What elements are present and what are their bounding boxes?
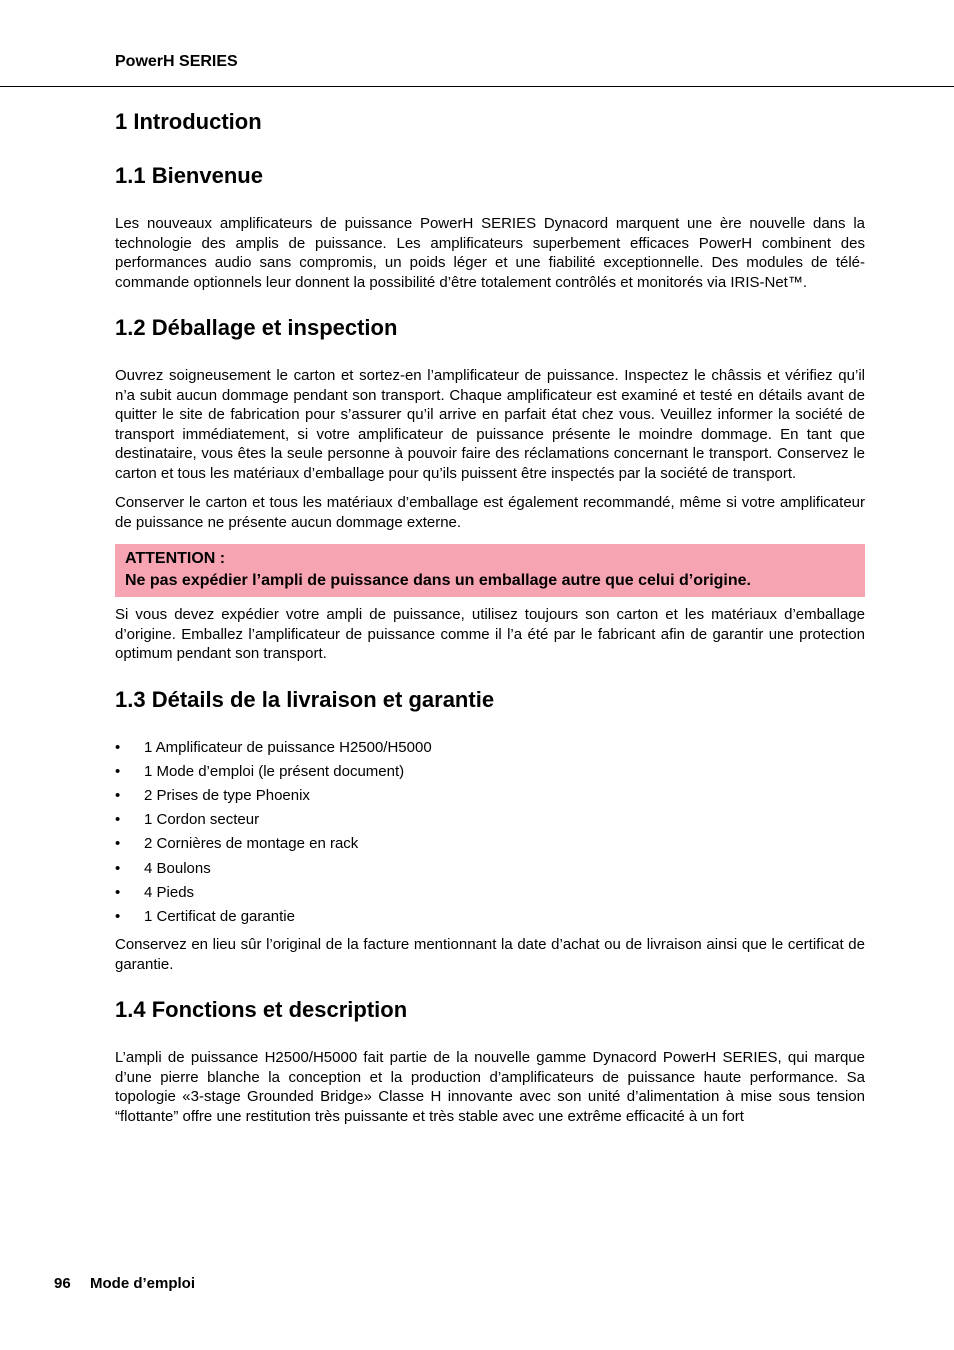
list-item: • 1 Cordon secteur: [115, 808, 865, 832]
page-number: 96: [54, 1275, 71, 1292]
paragraph-deballage-3: Si vous devez expédier votre ampli de puissance, utilisez toujours son carton et les matériaux d’emballage d’origine. Emballez l’amplificateur de puissance comme il l’a été par le fabricant afin de garantir une protection optimum pendant son transport.: [115, 606, 865, 662]
bullet-icon: •: [115, 835, 121, 853]
bullet-icon: •: [115, 811, 121, 829]
paragraph-bienvenue: Les nouveaux amplificateurs de puissance PowerH SERIES Dynacord marquent une ère nouvelle dans la technologie des amplis de puissance. Les amplificateurs superbement efficaces PowerH combinent des performances audio sans compromis, un poids léger et une fiabilité exceptionnelle. Des modules de télécommande optionnels leur donnent la possibilité d’être totalement contrôlés et monitorés via IRIS-Net™.: [115, 215, 865, 291]
paragraph-livraison: Conservez en lieu sûr l’original de la facture mentionnant la date d’achat ou de livraison ainsi que le certificat de garantie.: [115, 936, 865, 973]
page-footer: [54, 1274, 195, 1294]
bullet-icon: •: [115, 883, 121, 901]
bullet-icon: •: [115, 859, 121, 877]
subsection-title-bienvenue: 1.1 Bienvenue: [115, 163, 263, 188]
bullet-icon: •: [115, 786, 121, 804]
bullet-icon: •: [115, 907, 121, 925]
list-item: • 4 Boulons: [115, 857, 865, 881]
paragraph-fonctions: L’ampli de puissance H2500/H5000 fait partie de la nouvelle gamme Dynacord PowerH SERIES, qui marque d’une pierre blanche la conception et la production d’amplificateurs de puissance haute performance. Sa topologie «3-stage Grounded Bridge» Classe H innovante avec son unité d’alimentation à mise sous tension “flottante” offre une restitution très puissante et très stable avec une extrême efficacité à un fort: [115, 1049, 865, 1125]
attention-text: Ne pas expédier l’ampli de puissance dans un emballage autre que celui d’origine.: [125, 572, 751, 589]
list-item: • 2 Cornières de montage en rack: [115, 832, 865, 856]
footer-label: Mode d’emploi: [90, 1275, 195, 1292]
delivery-items-list: [115, 736, 865, 930]
bullet-icon: •: [115, 738, 121, 756]
attention-label: ATTENTION :: [125, 550, 226, 567]
list-item: • 1 Amplificateur de puissance H2500/H5000: [115, 736, 865, 760]
header-divider: [0, 86, 954, 87]
section-title-introduction: 1 Introduction: [115, 109, 262, 134]
paragraph-deballage-1: Ouvrez soigneusement le carton et sortez-en l’amplificateur de puissance. Inspectez le châssis et vérifiez qu’il n’a subit aucun dommage pendant son transport. Chaque amplificateur est examiné et testé en détails avant de quitter le site de fabrication pour s’assurer qu’il arrive en parfait état chez vous. Veuillez informer la société de transport immédiatement, si votre amplificateur de puissance présente le moindre dommage. En tant que destinataire, vous êtes la seule personne à pouvoir faire des réclamations concernant le transport. Conservez le carton et tous les matériaux d’emballage pour qu’ils puissent être inspectés par la société de transport.: [115, 367, 865, 482]
subsection-title-deballage: 1.2 Déballage et inspection: [115, 315, 398, 340]
attention-notice: [115, 544, 865, 597]
list-item: • 4 Pieds: [115, 881, 865, 905]
page-header-title: PowerH SERIES: [115, 53, 238, 70]
list-item: • 1 Mode d’emploi (le présent document): [115, 760, 865, 784]
list-item: • 2 Prises de type Phoenix: [115, 784, 865, 808]
subsection-title-fonctions: 1.4 Fonctions et description: [115, 997, 408, 1023]
bullet-icon: •: [115, 762, 121, 780]
main-content: [115, 106, 865, 1126]
subsection-title-livraison: 1.3 Détails de la livraison et garantie: [115, 686, 495, 712]
paragraph-deballage-2: Conserver le carton et tous les matériaux d’emballage est également recommandé, même si votre amplificateur de puissance ne présente aucun dommage externe.: [115, 494, 865, 531]
list-item: • 1 Certificat de garantie: [115, 905, 865, 929]
